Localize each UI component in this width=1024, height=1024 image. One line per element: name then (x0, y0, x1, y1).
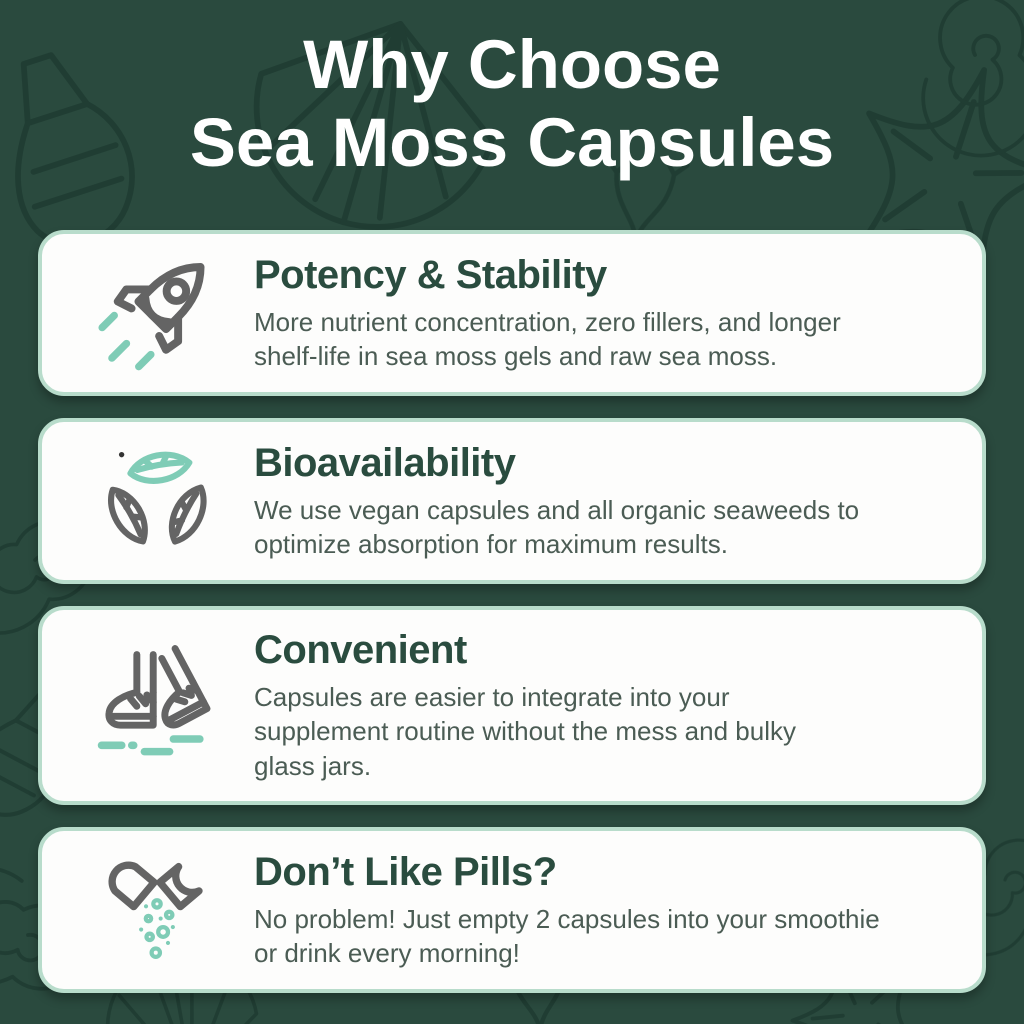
card-body: No problem! Just empty 2 capsules into your smoothie or drink every morning! (254, 903, 880, 968)
benefit-card-list (38, 230, 986, 993)
card-title: Don’t Like Pills? (254, 849, 557, 894)
card-title: Bioavailability (254, 440, 516, 485)
rocket-icon (82, 252, 232, 374)
card-text (254, 253, 894, 374)
card-body: We use vegan capsules and all organic seaweeds to optimize absorption for maximum results. (254, 494, 860, 559)
card-title: Convenient (254, 627, 467, 672)
card-body: More nutrient concentration, zero fillers, and longer shelf-life in sea moss gels and raw sea moss. (254, 306, 841, 371)
card-title: Potency & Stability (254, 252, 607, 297)
card-bioavailability (38, 418, 986, 584)
leaves-icon (82, 440, 232, 562)
walking-shoes-icon (82, 642, 232, 768)
card-convenient (38, 606, 986, 805)
open-capsule-icon (82, 849, 232, 971)
card-text (254, 850, 894, 971)
page-title (0, 0, 1024, 182)
card-dont-like-pills (38, 827, 986, 993)
card-text (254, 628, 802, 783)
card-text (254, 441, 894, 562)
title-line-2: Sea Moss Capsules (189, 103, 835, 181)
card-potency-stability (38, 230, 986, 396)
card-body: Capsules are easier to integrate into your supplement routine without the mess and bulky glass jars. (254, 681, 796, 781)
title-line-1: Why Choose (303, 26, 721, 103)
